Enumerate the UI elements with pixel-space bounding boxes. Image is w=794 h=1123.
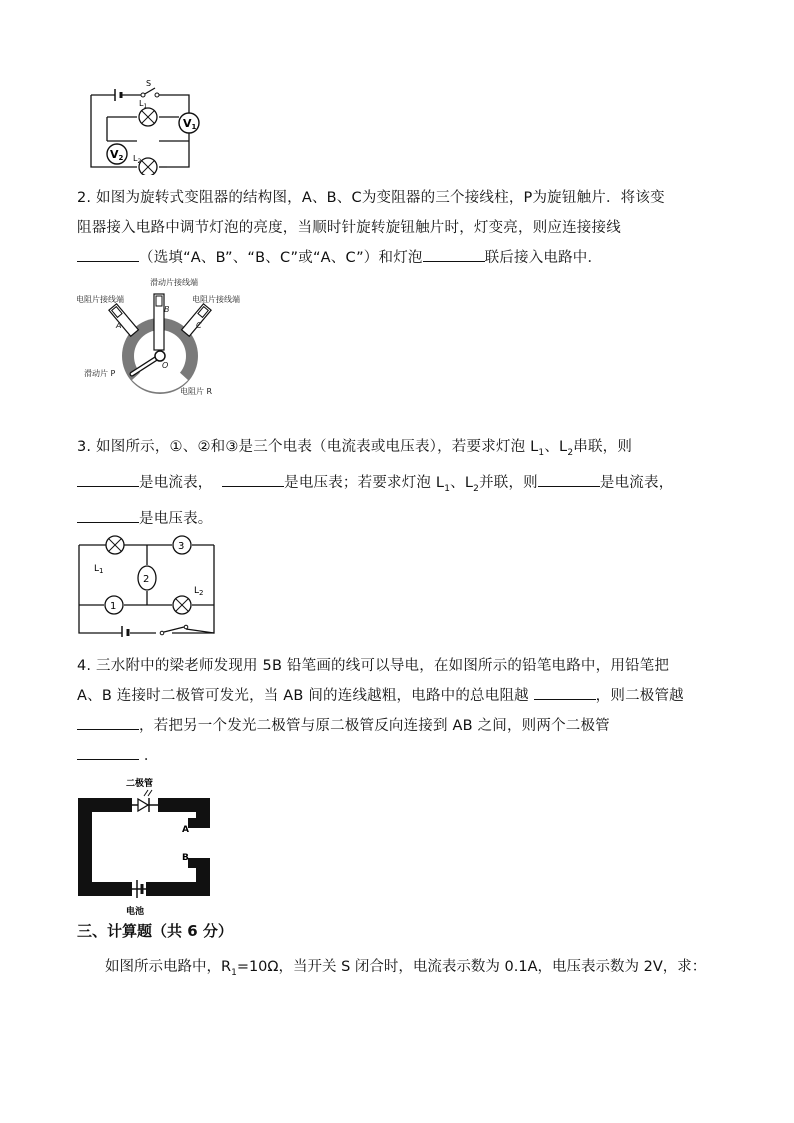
- answer-blank-q4-3[interactable]: [77, 741, 139, 760]
- meter-2-label: 2: [143, 574, 150, 585]
- question-4: [77, 651, 727, 771]
- l1-label: $L_1$: [94, 564, 104, 575]
- v2-label: V2: [110, 148, 124, 162]
- point-a-label: A: [182, 825, 189, 835]
- diode-icon: [132, 790, 158, 812]
- resistor-strip-r-label: 电阻片 R: [180, 387, 213, 396]
- q3-line3: 是电压表。: [77, 504, 727, 534]
- terminal-c-label: C: [196, 321, 202, 330]
- answer-blank-q4-1[interactable]: [534, 681, 596, 700]
- q4-line4: ．: [77, 741, 727, 771]
- answer-blank-q2-1[interactable]: [77, 243, 139, 262]
- answer-blank-q3-4[interactable]: [77, 504, 139, 523]
- resistor-terminal-right-label: 电阻片接线端: [192, 295, 240, 304]
- figure-circuit-meters: [76, 535, 218, 637]
- q2-line3: （选填“A、B”、“B、C”或“A、C”）和灯泡 联后接入电路中．: [77, 243, 727, 273]
- v1-label: V1: [183, 117, 197, 131]
- figure-rotary-rheostat: [72, 272, 252, 400]
- switch-label: S: [146, 79, 152, 88]
- resistor-terminal-left-label: 电阻片接线端: [76, 295, 124, 304]
- q3-line2: 是电流表， 是电压表；若要求灯泡 $L_1$、$L_2$并联，则 是电流表，: [77, 468, 727, 504]
- q4-line3: ，若把另一个发光二极管与原二极管反向连接到 AB 之间，则两个二极管: [77, 711, 727, 741]
- slider-terminal-label: 滑动片接线端: [150, 278, 198, 287]
- question-3: [77, 432, 727, 534]
- answer-blank-q3-1[interactable]: [77, 468, 139, 487]
- battery-icon: [132, 880, 146, 898]
- q2-line2: 阻器接入电路中调节灯泡的亮度，当顺时针旋转旋钮触片时，灯变亮，则应连接接线: [77, 220, 621, 236]
- battery-label: 电池: [126, 907, 145, 917]
- l2-label: $L_2$: [194, 586, 204, 597]
- answer-blank-q3-3[interactable]: [538, 468, 600, 487]
- answer-blank-q2-2[interactable]: [423, 243, 485, 262]
- q2-line1: 2. 如图为旋转式变阻器的结构图，A、B、C为变阻器的三个接线柱，P为旋钮触片．将该变: [77, 190, 665, 206]
- lamp-l1-icon: [106, 536, 124, 554]
- terminal-b-label: B: [164, 305, 170, 314]
- figure-pencil-circuit: [74, 774, 214, 920]
- diode-label: 二极管: [126, 779, 154, 789]
- q3-line1: 3. 如图所示，①、②和③是三个电表（电流表或电压表），若要求灯泡 $L_1$、$L_2$串联，则: [77, 439, 633, 458]
- lamp-l2-icon: [139, 158, 157, 175]
- section-title-calculation: 三、计算题（共 6 分）: [77, 922, 233, 940]
- point-b-label: B: [182, 853, 189, 863]
- answer-blank-q3-2[interactable]: [222, 468, 284, 487]
- figure-circuit-voltmeters: [85, 75, 210, 175]
- terminal-a-label: A: [116, 321, 122, 330]
- meter-3-label: 3: [178, 541, 185, 552]
- l2-label: $L_2$: [133, 154, 142, 165]
- meter-1-label: 1: [110, 601, 117, 612]
- pivot-o-label: O: [162, 361, 169, 370]
- lamp-l2-icon: [173, 596, 191, 614]
- question-2: [77, 183, 727, 273]
- l1-label: $L_1$: [139, 99, 148, 110]
- slider-p-label: 滑动片 P: [84, 369, 116, 378]
- lamp-l1-icon: [139, 108, 157, 126]
- q4-line1: 4. 三水附中的梁老师发现用 5B 铅笔画的线可以导电，在如图所示的铅笔电路中，用铅笔把: [77, 658, 670, 674]
- answer-blank-q4-2[interactable]: [77, 711, 139, 730]
- q4-line2: A、B 连接时二极管可发光，当 AB 间的连线越粗，电路中的总电阻越 ，则二极管越: [77, 681, 727, 711]
- calc-question-text: 如图所示电路中，$R_1=10\Omega$，当开关 S 闭合时，电流表示数为 0.1A，电压表示数为 2V，求：: [105, 959, 707, 978]
